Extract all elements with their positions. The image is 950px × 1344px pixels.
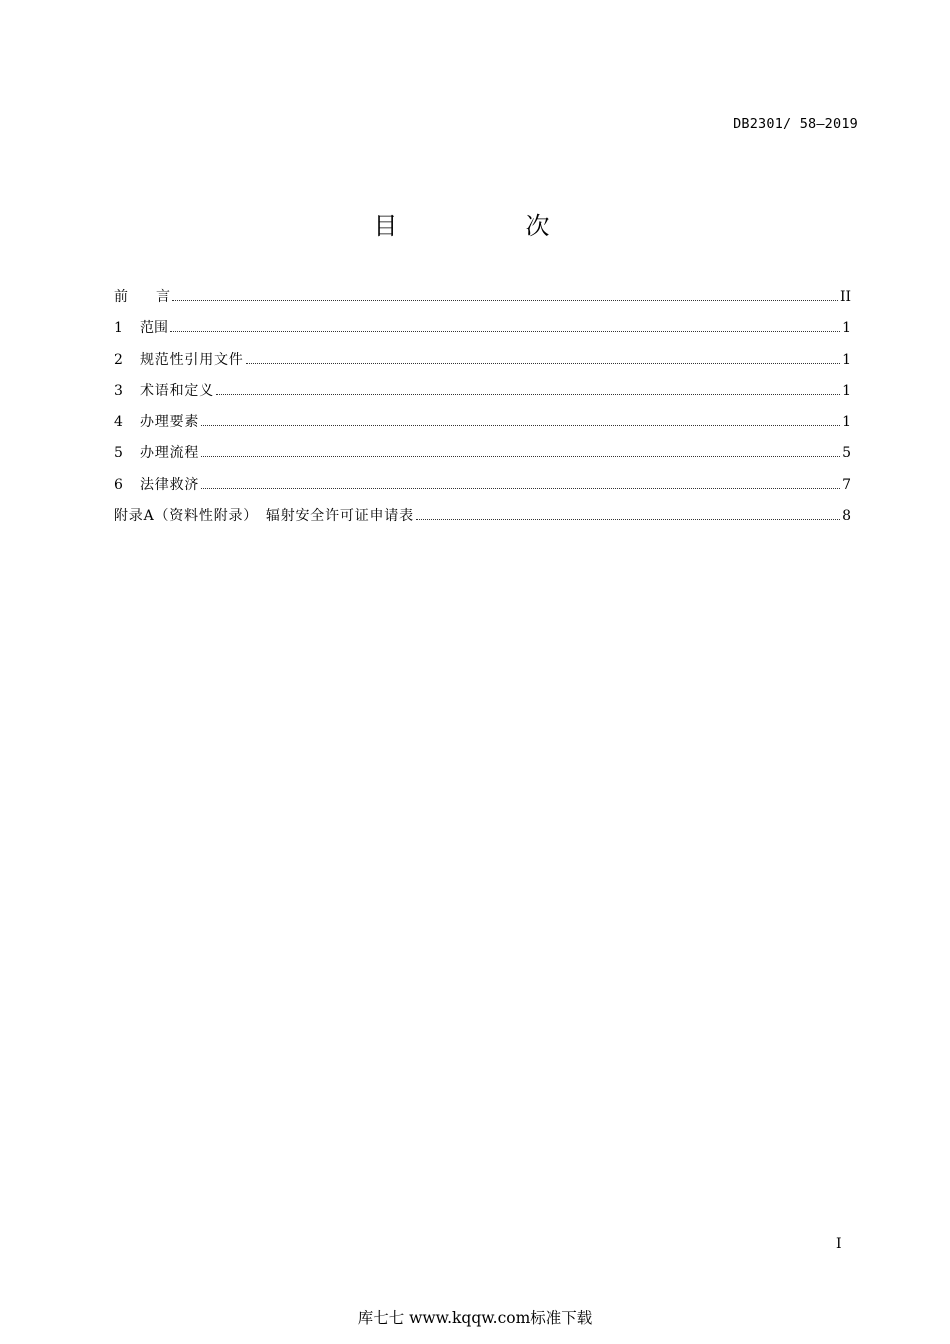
toc-entry-label: 附录A（资料性附录） 辐射安全许可证申请表: [114, 508, 414, 525]
toc-entry-number: 2: [114, 351, 123, 368]
toc-entry-page: 8: [842, 508, 851, 525]
toc-entry-number: 3: [114, 382, 123, 399]
toc-entry-page: 1: [842, 382, 851, 399]
dot-leader: [416, 518, 840, 520]
toc-entry-label: 办理流程: [140, 445, 200, 462]
toc-entry-terms-definitions[interactable]: [114, 380, 851, 411]
dot-leader: [172, 299, 838, 301]
page-number: I: [836, 1236, 842, 1252]
toc-entry-number: 1: [114, 320, 123, 337]
toc-entry-label: 前 言: [114, 289, 170, 305]
toc-entry-page: 1: [842, 351, 851, 368]
toc-entry-normative-references[interactable]: [114, 349, 851, 380]
table-of-contents: [114, 286, 851, 536]
dot-leader: [201, 424, 840, 426]
toc-entry-number: 6: [114, 476, 123, 493]
toc-entry-page: 5: [842, 445, 851, 462]
dot-leader: [246, 362, 840, 364]
toc-entry-page: 1: [842, 414, 851, 431]
dot-leader: [170, 330, 840, 332]
dot-leader: [201, 487, 840, 489]
toc-entry-page: 7: [842, 476, 851, 493]
toc-entry-label: 规范性引用文件: [140, 351, 244, 368]
toc-entry-label: 法律救济: [140, 476, 200, 493]
toc-entry-process[interactable]: [114, 442, 851, 473]
document-code: DB2301/ 58—2019: [733, 116, 858, 132]
toc-entry-page: 1: [842, 320, 851, 337]
dot-leader: [201, 455, 840, 457]
dot-leader: [216, 393, 840, 395]
toc-entry-elements[interactable]: [114, 411, 851, 442]
toc-entry-number: 4: [114, 414, 123, 431]
toc-entry-label: 术语和定义: [140, 382, 214, 399]
toc-entry-number: 5: [114, 445, 123, 462]
toc-entry-scope[interactable]: [114, 317, 851, 348]
toc-entry-foreword[interactable]: [114, 286, 851, 317]
toc-entry-appendix-a[interactable]: [114, 505, 851, 536]
toc-entry-label: 范围: [140, 320, 168, 337]
toc-entry-label: 办理要素: [140, 414, 200, 431]
toc-title: 目 次: [373, 212, 602, 240]
toc-entry-page: II: [839, 289, 851, 305]
footer-watermark: 库七七 www.kqqw.com标准下载: [357, 1309, 593, 1327]
toc-entry-legal-remedy[interactable]: [114, 474, 851, 505]
